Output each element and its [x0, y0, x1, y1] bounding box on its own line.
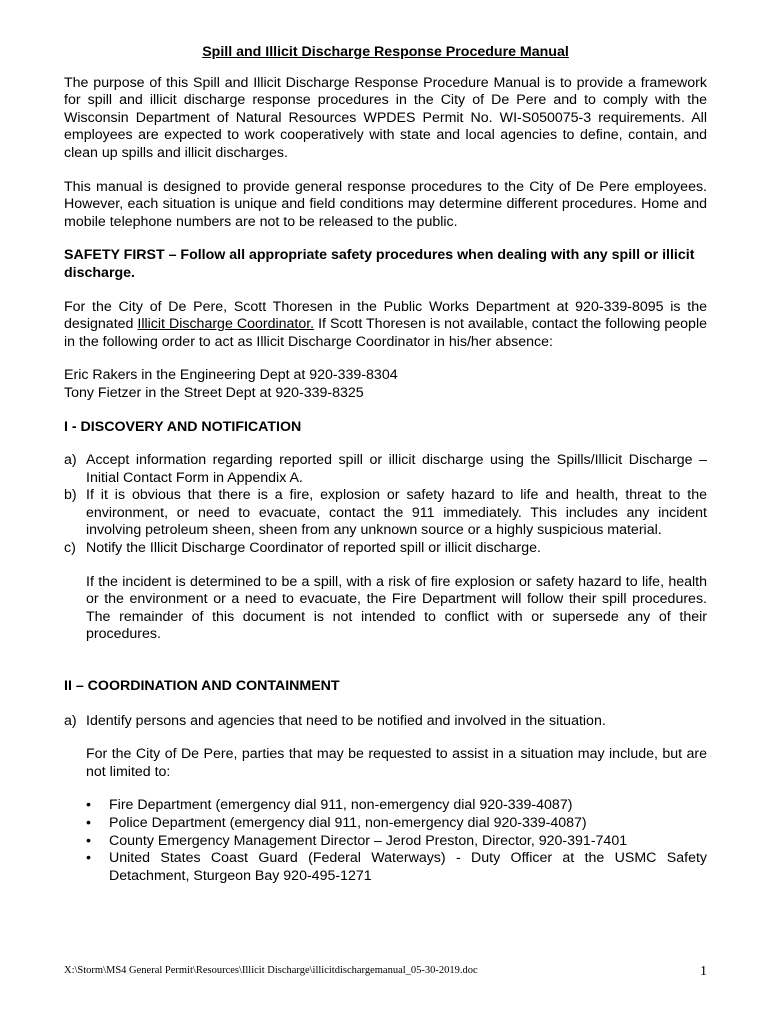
- alternate-contact-2: Tony Fietzer in the Street Dept at 920-339-8325: [64, 384, 364, 401]
- list-item: [86, 833, 707, 851]
- section-1-steps: [64, 452, 707, 558]
- document-title: Spill and Illicit Discharge Response Procedure Manual: [202, 44, 569, 60]
- coordinator-text-after: If Scott Thoresen is not available, contact the following people in the following order to act as Illicit Discharge Coordinator in his/her absence:: [64, 316, 707, 350]
- list-marker: a): [64, 712, 77, 729]
- document-page: [64, 44, 707, 885]
- list-item: [64, 487, 707, 540]
- list-item-text: Identify persons and agencies that need to be notified and involved in the situation.: [86, 712, 606, 729]
- safety-first-notice: SAFETY FIRST – Follow all appropriate safety procedures when dealing with any spill or illicit discharge.: [64, 247, 695, 281]
- intro-paragraph-purpose: The purpose of this Spill and Illicit Discharge Response Procedure Manual is to provide a framework for spill and illicit discharge response procedures in the City of De Pere and to comply with the Wisconsin Department of Natural Resources WPDES Permit No. WI-S050075-3 requirements. All employees are expected to work cooperatively with state and local agencies to define, contain, and clean up spills and illicit discharges.: [64, 74, 707, 161]
- list-item-text: Notify the Illicit Discharge Coordinator of reported spill or illicit discharge.: [86, 540, 541, 557]
- parties-intro: For the City of De Pere, parties that may be requested to assist in a situation may include, but are not limited to:: [86, 746, 707, 780]
- party-text: County Emergency Management Director – Jerod Preston, Director, 920-391-7401: [109, 832, 628, 849]
- list-marker: a): [64, 452, 77, 469]
- coordinator-paragraph: [64, 299, 707, 352]
- bullet-icon: •: [86, 815, 91, 831]
- coordinator-text-before: For the City of De Pere, Scott Thoresen in the Public Works Department at 920-339-8095 is the designated: [64, 298, 707, 333]
- file-path: X:\Storm\MS4 General Permit\Resources\Illicit Discharge\illicitdischargemanual_05-30-2019.doc: [64, 965, 478, 976]
- intro-paragraph-manual-design: This manual is designed to provide general response procedures to the City of De Pere employees. However, each situation is unique and field conditions may determine different procedures. Home and mobile telephone numbers are not to be released to the public.: [64, 178, 707, 230]
- party-text: Fire Department (emergency dial 911, non-emergency dial 920-339-4087): [109, 797, 573, 814]
- party-text: United States Coast Guard (Federal Waterways) - Duty Officer at the USMC Safety Detachment, Sturgeon Bay 920-495-1271: [109, 850, 707, 884]
- bullet-icon: •: [86, 797, 91, 814]
- bullet-icon: •: [86, 832, 91, 849]
- list-item: [64, 540, 707, 558]
- section-1-heading: I - DISCOVERY AND NOTIFICATION: [64, 418, 302, 435]
- list-item: [86, 797, 707, 815]
- list-item: [64, 713, 707, 731]
- alternate-contacts: [64, 367, 707, 402]
- list-item: [64, 452, 707, 487]
- party-text: Police Department (emergency dial 911, non-emergency dial 920-339-4087): [109, 815, 587, 831]
- list-item-text: If it is obvious that there is a fire, explosion or safety hazard to life and health, threat to the environment, or need to evacuate, contact the 911 immediately. This includes any incident involving petroleum sheen, sheen from any unknown source or a highly suspicious material.: [86, 487, 707, 539]
- list-marker: b): [64, 487, 77, 504]
- parties-list: [64, 797, 707, 885]
- page-number: 1: [700, 964, 707, 979]
- section-2-heading: II – COORDINATION AND CONTAINMENT: [64, 678, 340, 695]
- bullet-icon: •: [86, 850, 91, 867]
- alternate-contact-1: Eric Rakers in the Engineering Dept at 920-339-8304: [64, 367, 398, 384]
- list-item: [86, 850, 707, 885]
- list-item-text: Accept information regarding reported spill or illicit discharge using the Spills/Illicit Discharge – Initial Contact Form in Appendix A.: [86, 452, 707, 486]
- list-marker: c): [64, 540, 76, 557]
- list-item: [86, 815, 707, 833]
- illicit-discharge-coordinator-term: Illicit Discharge Coordinator.: [137, 316, 315, 333]
- section-2-steps: [64, 713, 707, 731]
- section-1-fire-note: If the incident is determined to be a spill, with a risk of fire explosion or safety hazard to life, health or the environment or a need to evacuate, the Fire Department will follow their spill procedures. The remainder of this document is not intended to conflict with or supersede any of their procedures.: [86, 573, 707, 643]
